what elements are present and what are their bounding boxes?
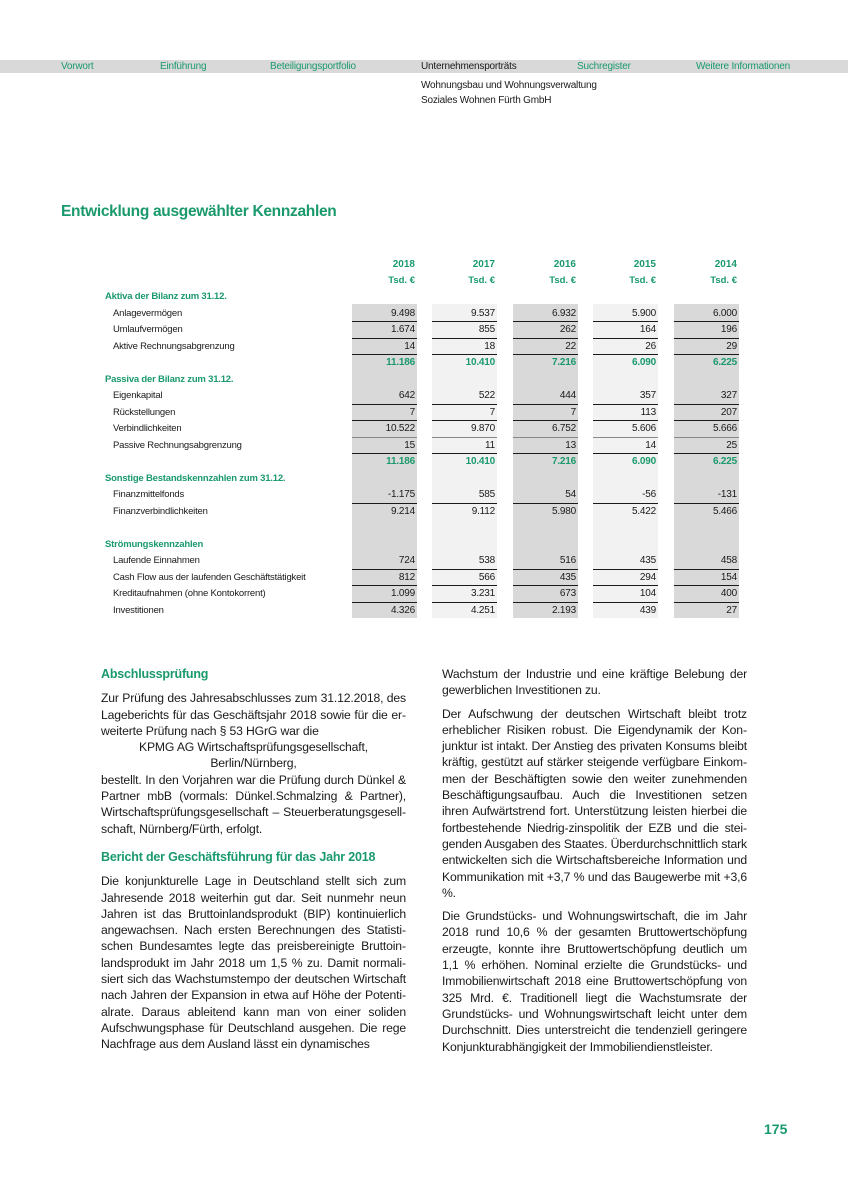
row-label: Verbindlichkeiten — [113, 423, 182, 434]
table-row — [0, 421, 848, 438]
value-cell-2015: 357 — [593, 388, 658, 405]
table-row — [0, 339, 848, 356]
value-cell-2018: 10.522 — [352, 421, 417, 438]
value-cell-2018: 15 — [352, 438, 417, 455]
value-cell-2018: 1.674 — [352, 322, 417, 339]
table-row — [0, 553, 848, 570]
page-title: Entwicklung ausgewählter Kennzahlen — [61, 203, 337, 220]
value-cell-2014: 6.000 — [674, 306, 739, 323]
row-label: Rückstellungen — [113, 406, 176, 418]
value-cell-2018: 812 — [352, 570, 417, 587]
value-cell-2015: 294 — [593, 570, 658, 587]
paragraph-upswing: Der Aufschwung der deutschen Wirtschaft bleibt trotz erheblicher Risiken robust. Die Eigendynamik der Konjunktur ist intakt. Der Anstieg des privaten Konsums bleibt kräftig, gestützt auf stärker steigende verfügbare Einkommen der Beschäftigten sowie den weiter zunehmenden Beschäftigungsaufbau. Auch die Investitionen setzen ihren Aufwärtstrend fort. Unterstützung leisten hierbei die fortbestehende Niedrig-zinspolitik der EZB und die steigenden Ausgaben des Staates. Überdurchschnittlich stark entwickelten sich die Wirtschaftsbereiche Information und Kommunikation mit +3,7 % und das Baugewerbe mit +3,6 %. — [442, 706, 747, 900]
value-cell-2016: 5.980 — [551, 505, 576, 517]
value-cell-2016: 7.216 — [551, 357, 576, 368]
value-cell-2015: 6.090 — [631, 357, 656, 368]
value-cell-2017: 855 — [432, 322, 497, 339]
value-cell-2017: 7 — [432, 405, 497, 422]
nav-item-beteiligungsportfolio[interactable]: Beteiligungsportfolio — [270, 61, 356, 72]
nav-item-unternehmensportraets[interactable]: Unternehmensporträts — [421, 61, 517, 72]
heading-bericht-geschaeftsfuehrung: Bericht der Geschäftsführung für das Jahr 2018 — [101, 849, 376, 864]
value-cell-2018: 11.186 — [386, 456, 415, 467]
paragraph-industry-growth: Wachstum der Industrie und eine kräftige Belebung der gewerblichen Investitionen zu. — [442, 667, 747, 698]
value-cell-2017: 4.251 — [470, 604, 495, 616]
row-label: Aktive Rechnungsabgrenzung — [113, 340, 235, 352]
value-cell-2015: 435 — [593, 553, 658, 570]
value-cell-2016: 6.752 — [513, 421, 578, 438]
value-cell-2018: 4.326 — [390, 604, 415, 616]
value-cell-2016: 673 — [513, 586, 578, 603]
table-row — [0, 388, 848, 405]
value-cell-2016: 6.932 — [513, 306, 578, 323]
value-cell-2015: 5.606 — [593, 421, 658, 438]
row-label: Laufende Einnahmen — [113, 555, 200, 566]
value-cell-2015: 6.090 — [631, 456, 656, 467]
value-cell-2017: 566 — [432, 570, 497, 587]
value-cell-2018: 9.214 — [390, 505, 415, 517]
value-cell-2016: 435 — [513, 570, 578, 587]
value-cell-2014: 27 — [726, 604, 737, 616]
nav-item-weitere-informationen[interactable]: Weitere Informationen — [696, 61, 790, 72]
section-label: Sonstige Bestandskennzahlen zum 31.12. — [105, 472, 286, 484]
row-label: Investitionen — [113, 604, 164, 616]
section-row — [0, 471, 848, 488]
value-cell-2014: 154 — [674, 570, 739, 587]
value-cell-2017: 9.870 — [432, 421, 497, 438]
value-cell-2017: 18 — [432, 339, 497, 356]
total-row — [0, 355, 848, 372]
table-row — [0, 603, 848, 620]
table-row — [0, 487, 848, 504]
unit-header: Tsd. € — [549, 275, 576, 286]
nav-item-suchregister[interactable]: Suchregister — [577, 61, 631, 72]
value-cell-2016: 444 — [513, 388, 578, 405]
nav-item-einfuehrung[interactable]: Einführung — [160, 61, 207, 72]
heading-abschlusspruefung: Abschlussprüfung — [101, 667, 209, 681]
value-cell-2016: 13 — [513, 438, 578, 455]
year-header: 2014 — [714, 259, 737, 270]
value-cell-2016: 262 — [513, 322, 578, 339]
right-text-column — [442, 666, 747, 1062]
value-cell-2015: 439 — [639, 604, 656, 616]
left-text-column — [101, 666, 406, 1060]
year-header: 2015 — [633, 259, 656, 270]
year-header: 2018 — [392, 259, 415, 270]
page-number: 175 — [764, 1121, 788, 1137]
value-cell-2015: -56 — [593, 487, 658, 504]
year-header: 2017 — [472, 259, 495, 270]
value-cell-2017: 522 — [432, 388, 497, 405]
value-cell-2014: 400 — [674, 586, 739, 603]
value-cell-2014: 327 — [674, 388, 739, 405]
nav-item-vorwort[interactable]: Vorwort — [61, 61, 94, 72]
value-cell-2017: 538 — [432, 553, 497, 570]
table-row — [0, 570, 848, 587]
value-cell-2016: 22 — [513, 339, 578, 356]
value-cell-2014: 5.666 — [674, 421, 739, 438]
value-cell-2017: 3.231 — [432, 586, 497, 603]
value-cell-2014: 6.225 — [712, 456, 737, 467]
value-cell-2018: -1.175 — [352, 487, 417, 504]
value-cell-2014: 5.466 — [712, 505, 737, 517]
value-cell-2014: 6.225 — [712, 357, 737, 368]
value-cell-2017: 10.410 — [465, 357, 495, 368]
value-cell-2017: 9.537 — [432, 306, 497, 323]
value-cell-2017: 585 — [432, 487, 497, 504]
table-row — [0, 322, 848, 339]
value-cell-2014: -131 — [674, 487, 739, 504]
section-label: Strömungskennzahlen — [105, 538, 204, 550]
breadcrumb-category: Wohnungsbau und Wohnungsverwaltung — [421, 80, 597, 91]
value-cell-2015: 113 — [593, 405, 658, 422]
value-cell-2018: 1.099 — [352, 586, 417, 603]
value-cell-2017: 9.112 — [471, 505, 495, 517]
section-label: Passiva der Bilanz zum 31.12. — [105, 373, 234, 385]
auditor-name: KPMG AG Wirtschaftsprüfungsgesellschaft, — [138, 740, 369, 755]
value-cell-2017: 11 — [432, 438, 497, 455]
value-cell-2018: 7 — [352, 405, 417, 422]
row-label: Umlaufvermögen — [113, 324, 183, 335]
row-label: Passive Rechnungsabgrenzung — [113, 439, 242, 451]
auditor-location: Berlin/Nürnberg, — [210, 756, 297, 771]
total-row — [0, 454, 848, 471]
table-row — [0, 586, 848, 603]
unit-header: Tsd. € — [710, 275, 737, 286]
section-row — [0, 537, 848, 554]
value-cell-2014: 29 — [674, 339, 739, 356]
value-cell-2014: 207 — [674, 405, 739, 422]
year-header: 2016 — [553, 259, 576, 270]
breadcrumb-company: Soziales Wohnen Fürth GmbH — [421, 95, 552, 106]
value-cell-2014: 196 — [674, 322, 739, 339]
value-cell-2016: 2.193 — [551, 604, 576, 616]
value-cell-2018: 642 — [352, 388, 417, 405]
paragraph-audit-history: bestellt. In den Vorjahren war die Prüfung durch Dünkel & Partner mbB (vormals: Dünkel.Schmalzing & Partner), Wirtschaftsprüfungsgesellschaft – Steuerberatungsgesellschaft, Nürnberg/Fürth, erfolgt. — [101, 772, 406, 836]
paragraph-real-estate: Die Grundstücks- und Wohnungswirtschaft, die im Jahr 2018 rund 10,6 % der gesamten Bruttowertschöpfung erzeugte, konnte ihre Bruttowertschöpfung deutlich um 1,1 % erhöhen. Nominal erzielte die Grundstücks- und Immobilienwirtschaft 2018 eine Bruttowertschöpfung von 325 Mrd. €. Traditionell liegt die Wachstumsrate der Grundstücks- und Wohnungswirtschaft leicht unter dem Durchschnitt. Dies unterstreicht die tendenziell geringere Konjunkturabhängigkeit der Immobiliendienstleister. — [442, 909, 747, 1054]
table-row — [0, 438, 848, 455]
value-cell-2016: 54 — [513, 487, 578, 504]
value-cell-2017: 10.410 — [465, 456, 495, 467]
unit-header: Tsd. € — [388, 275, 415, 286]
row-label: Anlagevermögen — [113, 307, 183, 319]
value-cell-2015: 26 — [593, 339, 658, 356]
paragraph-economic-situation: Die konjunkturelle Lage in Deutschland stellt sich zum Jahresende 2018 weiterhin gut dar. Seit nunmehr neun Jahren ist das Bruttoinlandsprodukt (BIP) kontinuierlich angewachsen. Nach ersten Berechnungen des Statistischen Bundesamtes legte das preisbereinigte Bruttoinlandsprodukt im Jahr 2018 um 1,5 % zu. Damit normalisiert sich das Wachstumstempo der deutschen Wirtschaft nach Jahren der Expansion in etwa auf Höhe der Potentialrate. Daraus ableitend kann man von einer soliden Aufschwungsphase für Deutschland ausgehen. Die rege Nachfrage aus dem Ausland lässt ein dynamisches — [101, 874, 406, 1052]
value-cell-2014: 458 — [674, 553, 739, 570]
value-cell-2014: 25 — [674, 438, 739, 455]
section-row — [0, 289, 848, 306]
value-cell-2016: 7 — [513, 405, 578, 422]
section-row — [0, 372, 848, 389]
table-row — [0, 306, 848, 323]
row-label: Finanzmittelfonds — [113, 489, 185, 500]
section-label: Aktiva der Bilanz zum 31.12. — [105, 291, 227, 302]
value-cell-2015: 164 — [593, 322, 658, 339]
value-cell-2015: 14 — [593, 438, 658, 455]
value-cell-2016: 7.216 — [551, 456, 576, 467]
paragraph-audit-intro: Zur Prüfung des Jahresabschlusses zum 31.12.2018, des Lageberichts für das Geschäftsjahr 2018 sowie für die erweiterte Prüfung nach § 53 HGrG war die — [101, 691, 406, 738]
top-navigation — [0, 60, 848, 73]
table-row — [0, 405, 848, 422]
value-cell-2015: 104 — [593, 586, 658, 603]
table-row — [0, 504, 848, 521]
unit-header: Tsd. € — [629, 275, 656, 286]
row-label: Finanzverbindlichkeiten — [113, 505, 208, 517]
unit-header: Tsd. € — [468, 275, 495, 286]
value-cell-2018: 11.186 — [386, 357, 415, 368]
value-cell-2018: 9.498 — [352, 306, 417, 323]
row-label: Kreditaufnahmen (ohne Kontokorrent) — [113, 588, 266, 599]
value-cell-2018: 724 — [352, 553, 417, 570]
value-cell-2016: 516 — [513, 553, 578, 570]
value-cell-2018: 14 — [352, 339, 417, 356]
value-cell-2015: 5.422 — [631, 505, 656, 517]
row-label: Cash Flow aus der laufenden Geschäftstätigkeit — [113, 571, 306, 583]
value-cell-2015: 5.900 — [593, 306, 658, 323]
row-label: Eigenkapital — [113, 390, 163, 401]
